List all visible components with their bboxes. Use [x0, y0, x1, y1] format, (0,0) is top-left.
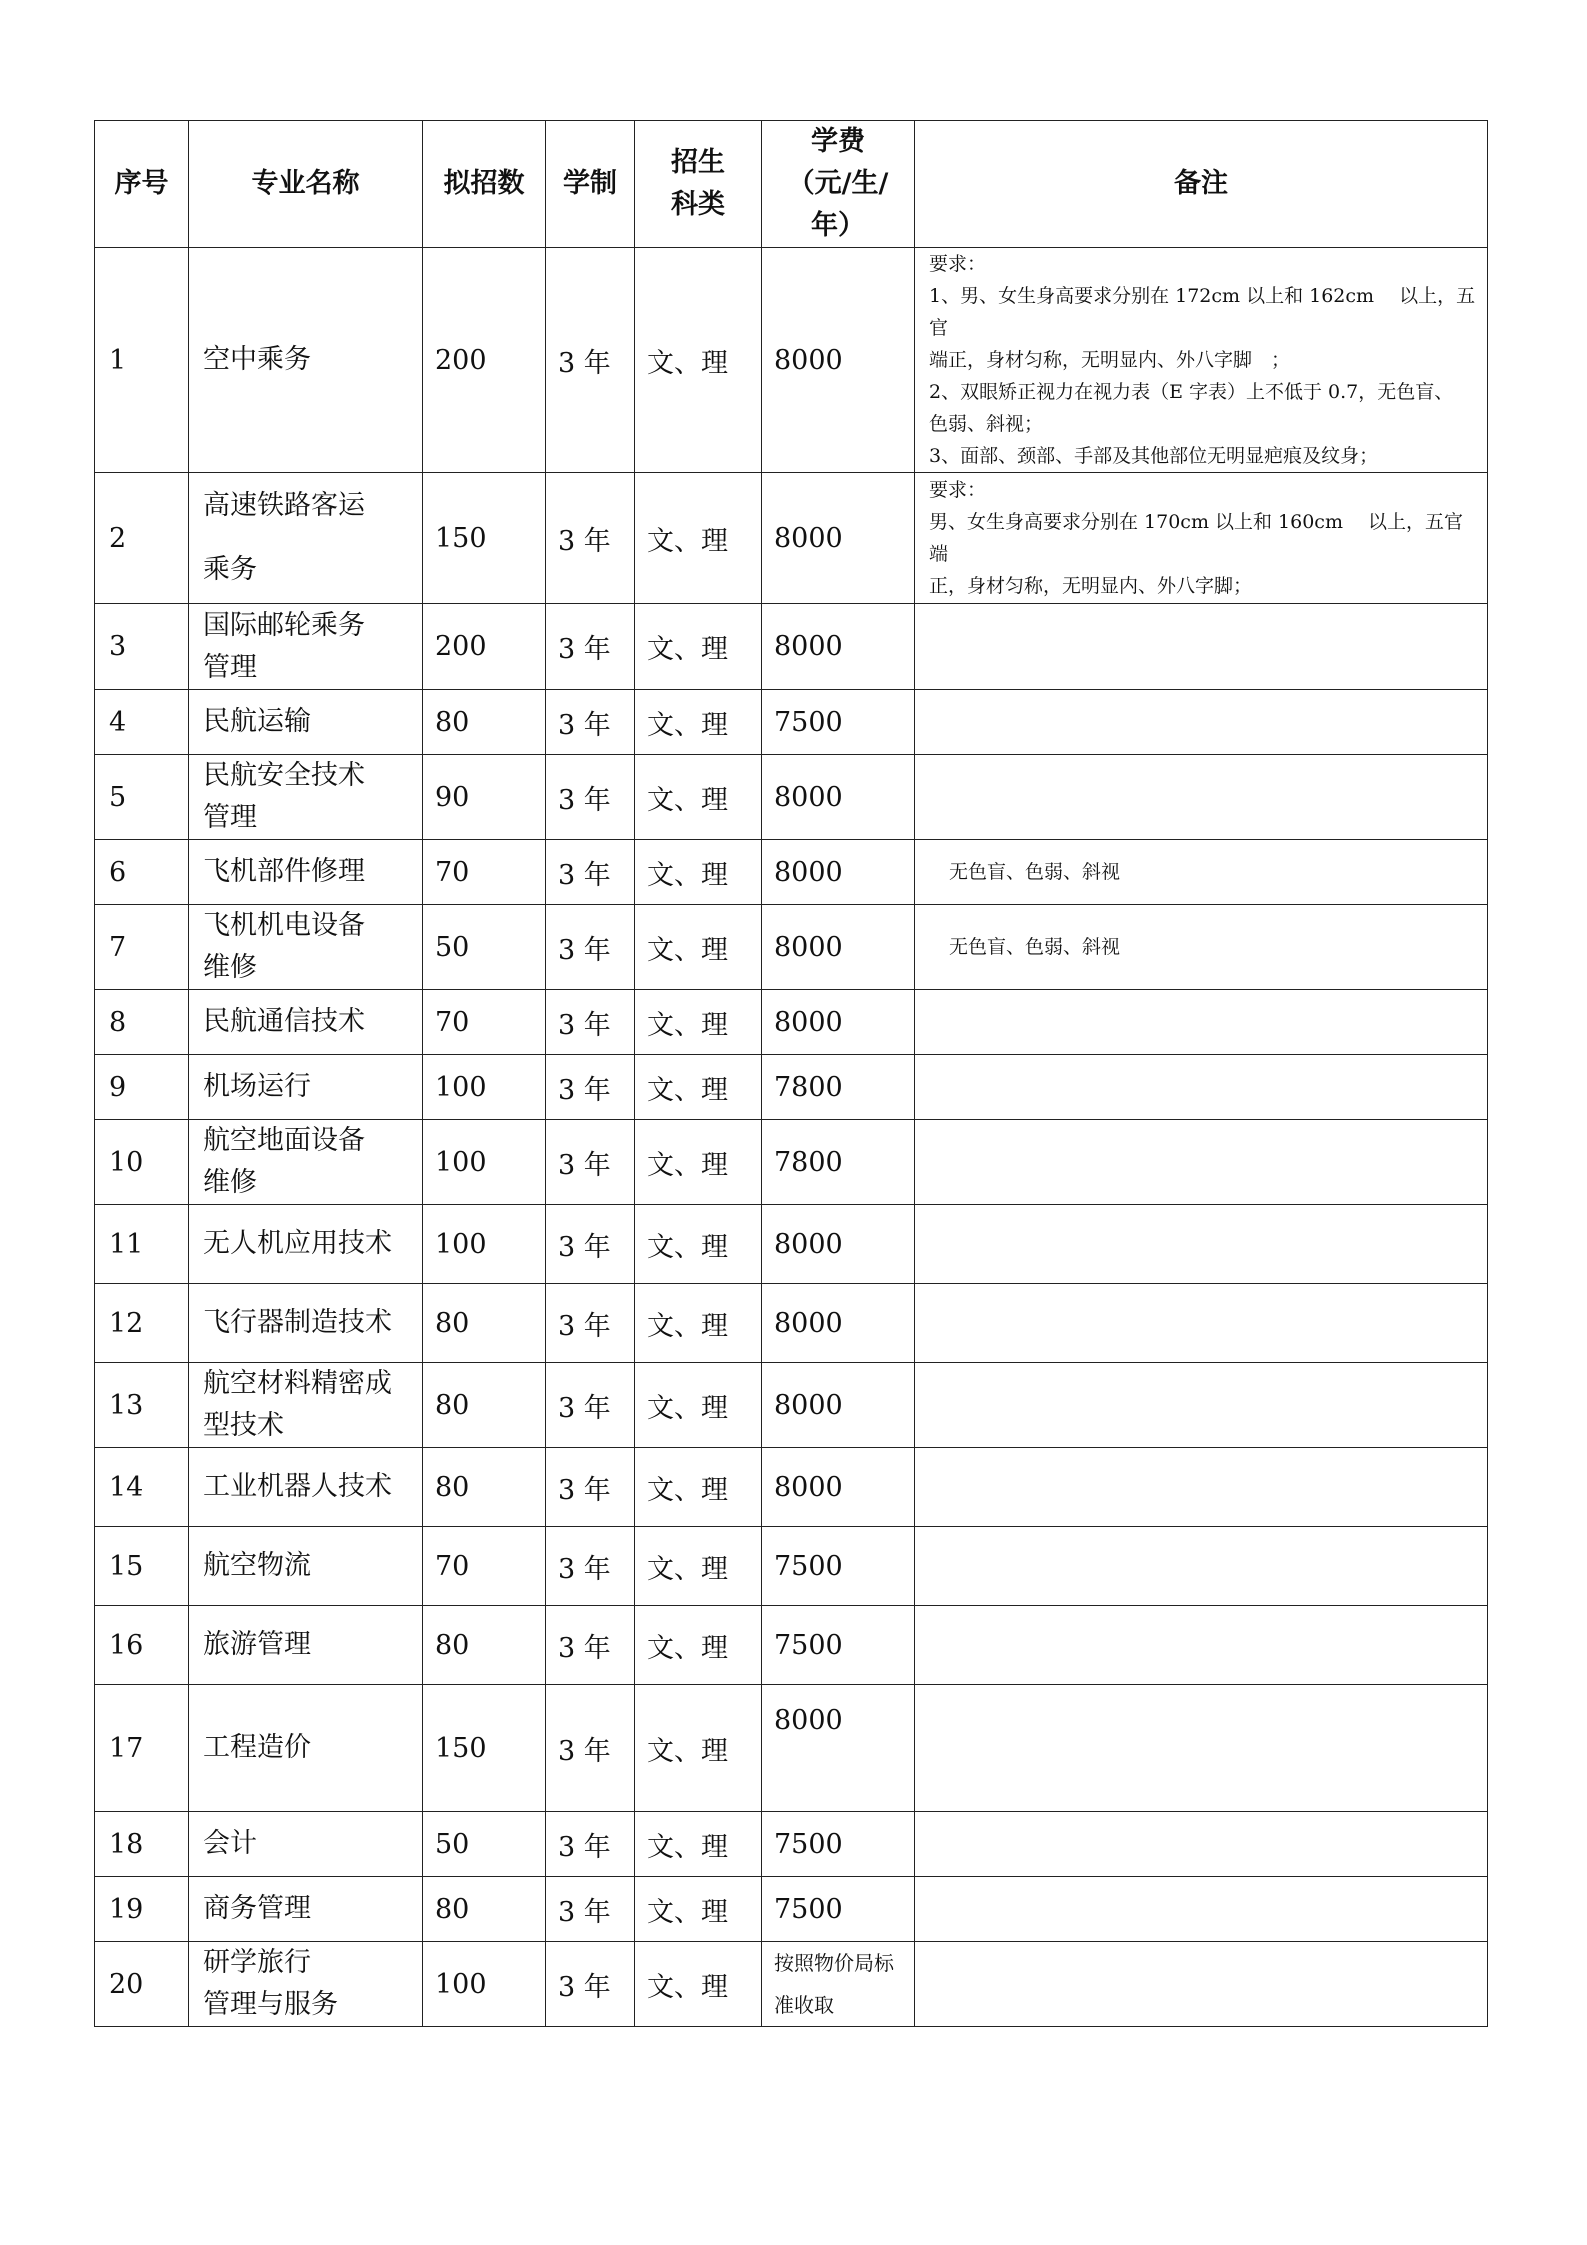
cell-duration: 3 年: [546, 604, 635, 690]
major-name-line: 国际邮轮乘务: [203, 609, 365, 641]
major-name-line: 航空物流: [203, 1550, 311, 1581]
cell-no: 1: [95, 248, 189, 473]
table-row: [95, 1606, 1488, 1685]
table-row: [95, 1685, 1488, 1812]
table-row: [95, 840, 1488, 905]
major-name-line: 管理: [203, 802, 257, 833]
cell-category: 文、理: [635, 1448, 762, 1527]
cell-remark: [915, 1527, 1488, 1606]
table-row: [95, 690, 1488, 755]
cell-fee: 7500: [762, 1877, 915, 1942]
table-row: [95, 1877, 1488, 1942]
cell-no: 6: [95, 840, 189, 905]
table-row: [95, 1812, 1488, 1877]
cell-major-name: [189, 755, 423, 840]
cell-remark: [915, 1120, 1488, 1205]
cell-major-name: [189, 1448, 423, 1527]
cell-fee: 7800: [762, 1055, 915, 1120]
cell-no: 18: [95, 1812, 189, 1877]
cell-category: 文、理: [635, 1363, 762, 1448]
cell-fee: 8000: [762, 604, 915, 690]
major-name-line: 会计: [203, 1828, 257, 1859]
cell-major-name: [189, 1606, 423, 1685]
major-name-line: 旅游管理: [203, 1629, 311, 1660]
cell-quota: 200: [423, 604, 546, 690]
cell-no: 8: [95, 990, 189, 1055]
cell-category: 文、理: [635, 1055, 762, 1120]
cell-remark: [915, 1606, 1488, 1685]
cell-duration: 3 年: [546, 1812, 635, 1877]
cell-category: 文、理: [635, 604, 762, 690]
major-name-line: 无人机应用技术: [203, 1228, 392, 1259]
cell-duration: 3 年: [546, 1527, 635, 1606]
table-row: [95, 1055, 1488, 1120]
cell-category: 文、理: [635, 690, 762, 755]
cell-remark: [915, 840, 1488, 905]
cell-category: 文、理: [635, 990, 762, 1055]
table-row: [95, 990, 1488, 1055]
cell-duration: 3 年: [546, 1120, 635, 1205]
cell-quota: 70: [423, 1527, 546, 1606]
table-row: [95, 1363, 1488, 1448]
major-name-line: 管理与服务: [203, 1989, 338, 2020]
major-name-line: 维修: [203, 952, 257, 983]
cell-remark: [915, 604, 1488, 690]
header-remark: 备注: [915, 121, 1488, 248]
table-row: [95, 755, 1488, 840]
cell-quota: 80: [423, 1284, 546, 1363]
remark-line: 2、双眼矫正视力在视力表（E 字表）上不低于 0.7，无色盲、: [929, 381, 1454, 403]
cell-remark: [915, 1284, 1488, 1363]
table-row: [95, 1942, 1488, 2027]
cell-no: 15: [95, 1527, 189, 1606]
cell-remark: [915, 755, 1488, 840]
cell-no: 9: [95, 1055, 189, 1120]
cell-category: 文、理: [635, 840, 762, 905]
cell-category: 文、理: [635, 1942, 762, 2027]
cell-major-name: [189, 1055, 423, 1120]
cell-category: 文、理: [635, 755, 762, 840]
header-category: 招生 科类: [635, 121, 762, 248]
remark-line: 男、女生身高要求分别在 170cm 以上和 160cm 以上，五官端: [929, 511, 1464, 565]
table-header-row: [95, 121, 1488, 248]
cell-quota: 80: [423, 1877, 546, 1942]
cell-fee: 8000: [762, 840, 915, 905]
cell-no: 20: [95, 1942, 189, 2027]
cell-fee: 7500: [762, 1812, 915, 1877]
cell-fee: 7800: [762, 1120, 915, 1205]
cell-category: 文、理: [635, 473, 762, 604]
header-duration: 学制: [546, 121, 635, 248]
cell-category: 文、理: [635, 248, 762, 473]
cell-quota: 80: [423, 690, 546, 755]
remark-line: 3、面部、颈部、手部及其他部位无明显疤痕及纹身；: [929, 445, 1379, 467]
cell-remark: [915, 690, 1488, 755]
cell-quota: 50: [423, 1812, 546, 1877]
cell-quota: 150: [423, 1685, 546, 1812]
cell-duration: 3 年: [546, 990, 635, 1055]
table-body: [95, 248, 1488, 2027]
table-row: [95, 248, 1488, 473]
major-name-line: 飞行器制造技术: [203, 1307, 392, 1338]
cell-fee: 8000: [762, 1685, 915, 1812]
header-no: 序号: [95, 121, 189, 248]
cell-duration: 3 年: [546, 690, 635, 755]
cell-fee: 7500: [762, 1527, 915, 1606]
cell-duration: 3 年: [546, 1606, 635, 1685]
cell-major-name: [189, 604, 423, 690]
cell-no: 5: [95, 755, 189, 840]
fee-line: 准收取: [774, 1993, 834, 2017]
cell-no: 14: [95, 1448, 189, 1527]
remark-line: 端正，身材匀称，无明显内、外八字脚 ；: [929, 349, 1291, 371]
remark-line: 1、男、女生身高要求分别在 172cm 以上和 162cm 以上，五官: [929, 285, 1476, 339]
cell-quota: 100: [423, 1055, 546, 1120]
cell-quota: 80: [423, 1363, 546, 1448]
cell-remark: [915, 1205, 1488, 1284]
cell-category: 文、理: [635, 1120, 762, 1205]
cell-duration: 3 年: [546, 1877, 635, 1942]
cell-duration: 3 年: [546, 248, 635, 473]
header-fee: 学费 （元/生/ 年）: [762, 121, 915, 248]
cell-category: 文、理: [635, 905, 762, 990]
cell-fee: [762, 1942, 915, 2027]
major-name-line: 空中乘务: [203, 344, 311, 375]
table-row: [95, 1284, 1488, 1363]
cell-major-name: [189, 1205, 423, 1284]
cell-major-name: [189, 1284, 423, 1363]
cell-fee: 8000: [762, 755, 915, 840]
enrollment-table: [94, 120, 1488, 2027]
cell-no: 17: [95, 1685, 189, 1812]
remark-line: 无色盲、色弱、斜视: [949, 936, 1121, 958]
major-name-line: 飞机部件修理: [203, 856, 365, 887]
cell-major-name: [189, 690, 423, 755]
major-name-line: 民航安全技术: [203, 760, 365, 791]
cell-fee: 8000: [762, 1205, 915, 1284]
cell-no: 3: [95, 604, 189, 690]
cell-remark: [915, 473, 1488, 604]
major-name-line: 研学旅行: [203, 1947, 311, 1978]
cell-remark: [915, 1055, 1488, 1120]
remark-line: 要求：: [929, 479, 987, 501]
cell-quota: 70: [423, 990, 546, 1055]
cell-no: 13: [95, 1363, 189, 1448]
cell-remark: [915, 1877, 1488, 1942]
cell-major-name: [189, 1120, 423, 1205]
cell-quota: 80: [423, 1606, 546, 1685]
remark-line: 色弱、斜视；: [929, 413, 1044, 435]
table-row: [95, 1205, 1488, 1284]
cell-category: 文、理: [635, 1527, 762, 1606]
remark-line: 要求：: [929, 253, 987, 275]
cell-remark: [915, 248, 1488, 473]
cell-category: 文、理: [635, 1284, 762, 1363]
major-name-line: 航空地面设备: [203, 1125, 365, 1156]
cell-no: 4: [95, 690, 189, 755]
cell-fee: 8000: [762, 1363, 915, 1448]
major-name-line: 工程造价: [203, 1732, 311, 1763]
cell-major-name: [189, 1685, 423, 1812]
table-row: [95, 905, 1488, 990]
major-name-line: 飞机机电设备: [203, 910, 365, 941]
cell-major-name: [189, 1527, 423, 1606]
cell-fee: 8000: [762, 473, 915, 604]
remark-line: 正，身材匀称，无明显内、外八字脚；: [929, 575, 1253, 597]
major-name-line: 航空材料精密成: [203, 1368, 392, 1399]
cell-quota: 80: [423, 1448, 546, 1527]
cell-fee: 8000: [762, 1284, 915, 1363]
cell-fee: 7500: [762, 690, 915, 755]
cell-category: 文、理: [635, 1877, 762, 1942]
cell-quota: 200: [423, 248, 546, 473]
cell-category: 文、理: [635, 1685, 762, 1812]
cell-no: 11: [95, 1205, 189, 1284]
cell-no: 19: [95, 1877, 189, 1942]
cell-remark: [915, 1685, 1488, 1812]
cell-quota: 100: [423, 1205, 546, 1284]
cell-quota: 150: [423, 473, 546, 604]
major-name-line: 民航通信技术: [203, 1006, 365, 1037]
major-name-line: 维修: [203, 1167, 257, 1198]
cell-quota: 70: [423, 840, 546, 905]
cell-duration: 3 年: [546, 1363, 635, 1448]
cell-major-name: [189, 1812, 423, 1877]
cell-remark: [915, 1363, 1488, 1448]
cell-remark: [915, 905, 1488, 990]
cell-no: 10: [95, 1120, 189, 1205]
cell-category: 文、理: [635, 1812, 762, 1877]
cell-duration: 3 年: [546, 1205, 635, 1284]
major-name-line: 商务管理: [203, 1893, 311, 1924]
cell-fee: 7500: [762, 1606, 915, 1685]
cell-remark: [915, 1942, 1488, 2027]
major-name-line: 工业机器人技术: [203, 1471, 392, 1502]
cell-major-name: [189, 473, 423, 604]
major-name-line: 管理: [203, 651, 257, 683]
remark-line: 无色盲、色弱、斜视: [949, 861, 1121, 883]
cell-quota: 100: [423, 1120, 546, 1205]
cell-duration: 3 年: [546, 905, 635, 990]
major-name-line: 机场运行: [203, 1071, 311, 1102]
cell-remark: [915, 990, 1488, 1055]
major-name-line: 高速铁路客运: [203, 490, 365, 521]
table-row: [95, 604, 1488, 690]
cell-major-name: [189, 990, 423, 1055]
cell-quota: 100: [423, 1942, 546, 2027]
cell-duration: 3 年: [546, 473, 635, 604]
cell-major-name: [189, 1363, 423, 1448]
cell-no: 7: [95, 905, 189, 990]
cell-duration: 3 年: [546, 1055, 635, 1120]
table-row: [95, 473, 1488, 604]
major-name-line: 民航运输: [203, 706, 311, 737]
cell-no: 2: [95, 473, 189, 604]
cell-duration: 3 年: [546, 1942, 635, 2027]
header-name: 专业名称: [189, 121, 423, 248]
cell-duration: 3 年: [546, 1685, 635, 1812]
table-row: [95, 1527, 1488, 1606]
cell-duration: 3 年: [546, 1448, 635, 1527]
major-name-line: 乘务: [203, 554, 257, 585]
cell-duration: 3 年: [546, 840, 635, 905]
cell-fee: 8000: [762, 905, 915, 990]
cell-duration: 3 年: [546, 1284, 635, 1363]
cell-major-name: [189, 1877, 423, 1942]
cell-no: 16: [95, 1606, 189, 1685]
cell-major-name: [189, 905, 423, 990]
cell-category: 文、理: [635, 1606, 762, 1685]
cell-quota: 50: [423, 905, 546, 990]
cell-remark: [915, 1812, 1488, 1877]
cell-quota: 90: [423, 755, 546, 840]
major-name-line: 型技术: [203, 1410, 284, 1441]
header-quota: 拟招数: [423, 121, 546, 248]
cell-fee: 8000: [762, 990, 915, 1055]
cell-category: 文、理: [635, 1205, 762, 1284]
fee-line: 按照物价局标: [774, 1951, 894, 1975]
cell-remark: [915, 1448, 1488, 1527]
table-row: [95, 1120, 1488, 1205]
cell-fee: 8000: [762, 1448, 915, 1527]
cell-major-name: [189, 248, 423, 473]
table-row: [95, 1448, 1488, 1527]
cell-duration: 3 年: [546, 755, 635, 840]
cell-fee: 8000: [762, 248, 915, 473]
cell-no: 12: [95, 1284, 189, 1363]
cell-major-name: [189, 840, 423, 905]
cell-major-name: [189, 1942, 423, 2027]
